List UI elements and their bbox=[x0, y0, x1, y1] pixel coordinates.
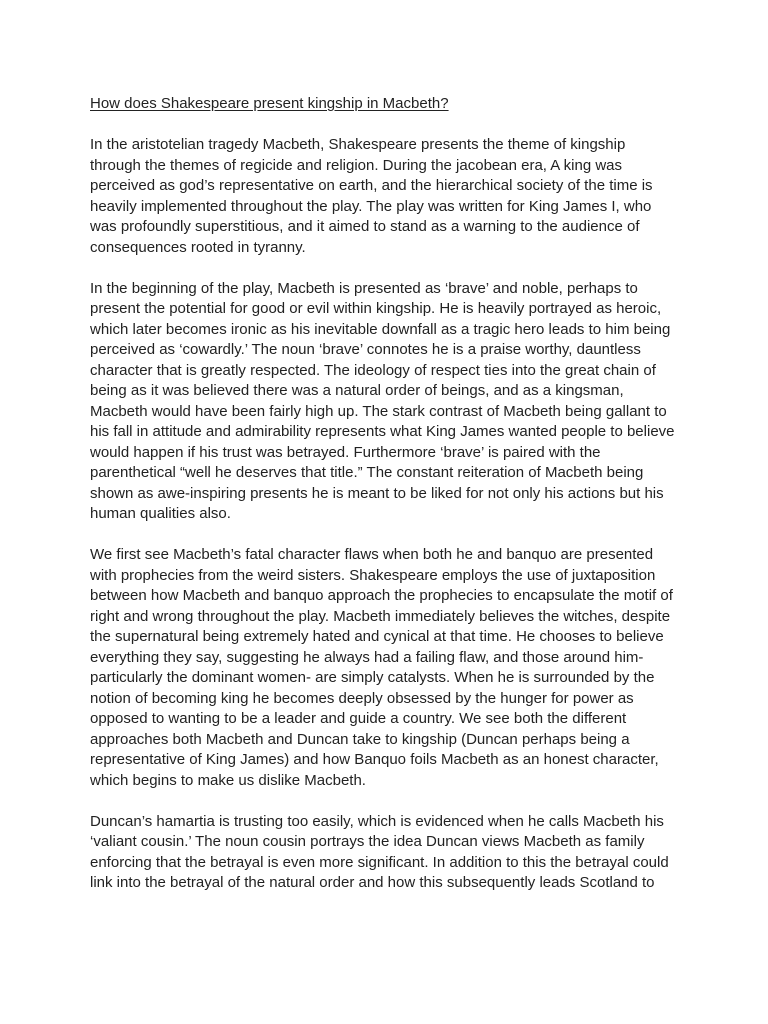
text-line: heavily implemented throughout the play. The play was written for King James I, who bbox=[90, 197, 652, 215]
text-line: perceived as ‘cowardly.’ The noun ‘brave’ connotes he is a praise worthy, dauntless bbox=[90, 341, 641, 358]
text-line: perceived as god’s representative on earth, and the hierarchical society of the time is bbox=[90, 177, 653, 194]
text-line: present the potential for good or evil within kingship. He is heavily portrayed as heroic, bbox=[90, 300, 662, 317]
text-line: notion of becoming king he becomes deeply obsessed by the hunger for power as bbox=[90, 689, 634, 707]
text-line: In the aristotelian tragedy Macbeth, Shakespeare presents the theme of kingship bbox=[90, 136, 626, 153]
text-line: the supernatural being extremely hated and cynical at that time. He chooses to believe bbox=[90, 628, 664, 645]
text-line: character that is greatly respected. The ideology of respect ties into the great chain of bbox=[90, 361, 656, 379]
text-line: ‘valiant cousin.’ The noun cousin portrays the idea Duncan views Macbeth as family bbox=[90, 833, 645, 850]
text-line: approaches both Macbeth and Duncan take to kingship (Duncan perhaps being a bbox=[90, 730, 630, 748]
text-line: right and wrong throughout the play. Macbeth immediately believes the witches, despite bbox=[90, 607, 671, 625]
text-line: particularly the dominant women- are simply catalysts. When he is surrounded by the bbox=[90, 669, 655, 686]
paragraph-brave bbox=[90, 279, 690, 525]
text-line: was profoundly superstitious, and it aimed to stand as a warning to the audience of bbox=[90, 218, 640, 235]
text-line: through the themes of regicide and religion. During the jacobean era, A king was bbox=[90, 156, 623, 174]
paragraph-intro bbox=[90, 135, 690, 258]
text-line: human qualities also. bbox=[90, 505, 231, 522]
text-line: Duncan’s hamartia is trusting too easily, which is evidenced when he calls Macbeth his bbox=[90, 812, 664, 830]
text-line: opposed to wanting to be a leader and guide a country. We see both the different bbox=[90, 710, 627, 727]
text-line: being as it was believed there was a natural order of beings, and as a kingsman, bbox=[90, 382, 624, 399]
text-line: with prophecies from the weird sisters. Shakespeare employs the use of juxtaposition bbox=[90, 566, 656, 584]
text-line: between how Macbeth and banquo approach the prophecies to encapsulate the motif of bbox=[90, 587, 673, 604]
text-line: shown as awe-inspiring presents he is meant to be liked for not only his actions but his bbox=[90, 484, 664, 502]
text-line: We first see Macbeth’s fatal character flaws when both he and banquo are presented bbox=[90, 546, 654, 563]
text-line: consequences rooted in tyranny. bbox=[90, 238, 306, 256]
document-page bbox=[90, 94, 690, 914]
text-line: would happen if his trust was betrayed. Furthermore ‘brave’ is paired with the bbox=[90, 443, 601, 461]
text-line: In the beginning of the play, Macbeth is presented as ‘brave’ and noble, perhaps to bbox=[90, 279, 638, 297]
text-line: representative of King James) and how Banquo foils Macbeth as an honest character, bbox=[90, 751, 659, 768]
text-line: link into the betrayal of the natural order and how this subsequently leads Scotland to bbox=[90, 874, 655, 891]
text-line: which later becomes ironic as his inevitable downfall as a tragic hero leads to him being bbox=[90, 320, 671, 338]
text-line: Macbeth would have been fairly high up. The stark contrast of Macbeth being gallant to bbox=[90, 402, 667, 420]
paragraph-flaws bbox=[90, 545, 690, 791]
text-line: which begins to make us dislike Macbeth. bbox=[90, 771, 366, 789]
text-line: everything they say, suggesting he always had a failing flaw, and those around him- bbox=[90, 648, 644, 666]
text-line: enforcing that the betrayal is even more significant. In addition to this the betrayal could bbox=[90, 853, 669, 871]
essay-title: How does Shakespeare present kingship in Macbeth? bbox=[90, 95, 449, 112]
text-line: parenthetical “well he deserves that title.” The constant reiteration of Macbeth being bbox=[90, 464, 644, 481]
text-line: his fall in attitude and admirability represents what King James wanted people to believe bbox=[90, 423, 675, 440]
paragraph-duncan bbox=[90, 812, 690, 894]
